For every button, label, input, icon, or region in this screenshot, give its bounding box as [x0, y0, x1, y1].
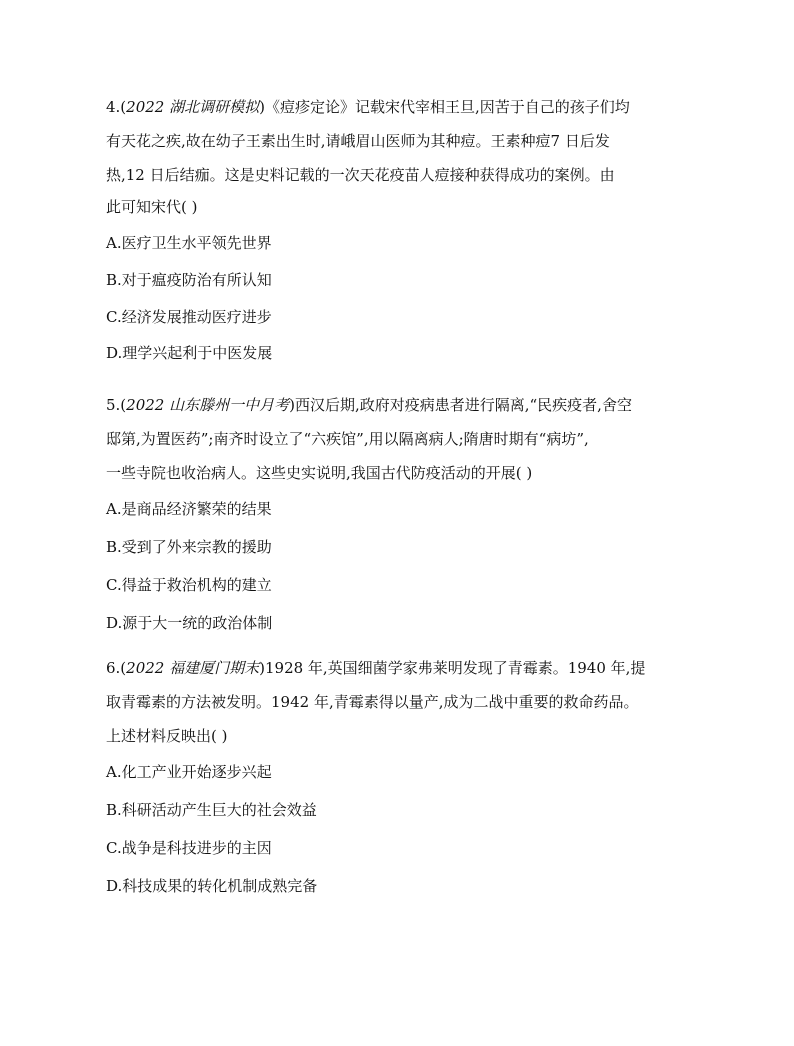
- question-4: [106, 96, 706, 364]
- option-c: C.得益于救治机构的建立: [106, 576, 272, 594]
- question-stem-line: 上述材料反映出( ): [106, 727, 228, 745]
- option-a: A.化工产业开始逐步兴起: [106, 763, 272, 781]
- question-stem-line: 热,12 日后结痂。这是史料记载的一次天花疫苗人痘接种获得成功的案例。由: [106, 166, 615, 184]
- question-source: 2022 山东滕州一中月考: [126, 396, 290, 414]
- option-c: C.经济发展推动医疗进步: [106, 308, 272, 326]
- question-5: [106, 394, 706, 634]
- question-source: 2022 湖北调研模拟: [126, 98, 260, 116]
- option-a: A.医疗卫生水平领先世界: [106, 234, 272, 252]
- option-d: D.理学兴起利于中医发展: [106, 344, 273, 362]
- question-stem-line: 有天花之疾,故在幼子王素出生时,请峨眉山医师为其种痘。王素种痘7 日后发: [106, 132, 610, 150]
- option-c: C.战争是科技进步的主因: [106, 839, 272, 857]
- option-b: B.对于瘟疫防治有所认知: [106, 271, 272, 289]
- option-b: B.受到了外来宗教的援助: [106, 538, 272, 556]
- question-stem-line: 4.(2022 湖北调研模拟)《痘疹定论》记载宋代宰相王旦,因苦于自己的孩子们均: [106, 98, 630, 116]
- question-stem-line: 邸第,为置医药”;南齐时设立了“六疾馆”,用以隔离病人;隋唐时期有“病坊”,: [106, 430, 589, 448]
- option-d: D.科技成果的转化机制成熟完备: [106, 877, 318, 895]
- question-stem-line: 取青霉素的方法被发明。1942 年,青霉素得以量产,成为二战中重要的救命药品。: [106, 693, 639, 711]
- option-d: D.源于大一统的政治体制: [106, 614, 273, 632]
- question-stem-line: 5.(2022 山东滕州一中月考)西汉后期,政府对疫病患者进行隔离,“民疾疫者,舍空: [106, 396, 632, 414]
- option-b: B.科研活动产生巨大的社会效益: [106, 801, 317, 819]
- question-stem-line: 此可知宋代( ): [106, 198, 198, 216]
- question-source: 2022 福建厦门期末: [126, 659, 260, 677]
- question-stem-line: 一些寺院也收治病人。这些史实说明,我国古代防疫活动的开展( ): [106, 464, 533, 482]
- question-stem-line: 6.(2022 福建厦门期末)1928 年,英国细菌学家弗莱明发现了青霉素。1940 年,提: [106, 659, 646, 677]
- question-6: [106, 657, 706, 897]
- option-a: A.是商品经济繁荣的结果: [106, 500, 272, 518]
